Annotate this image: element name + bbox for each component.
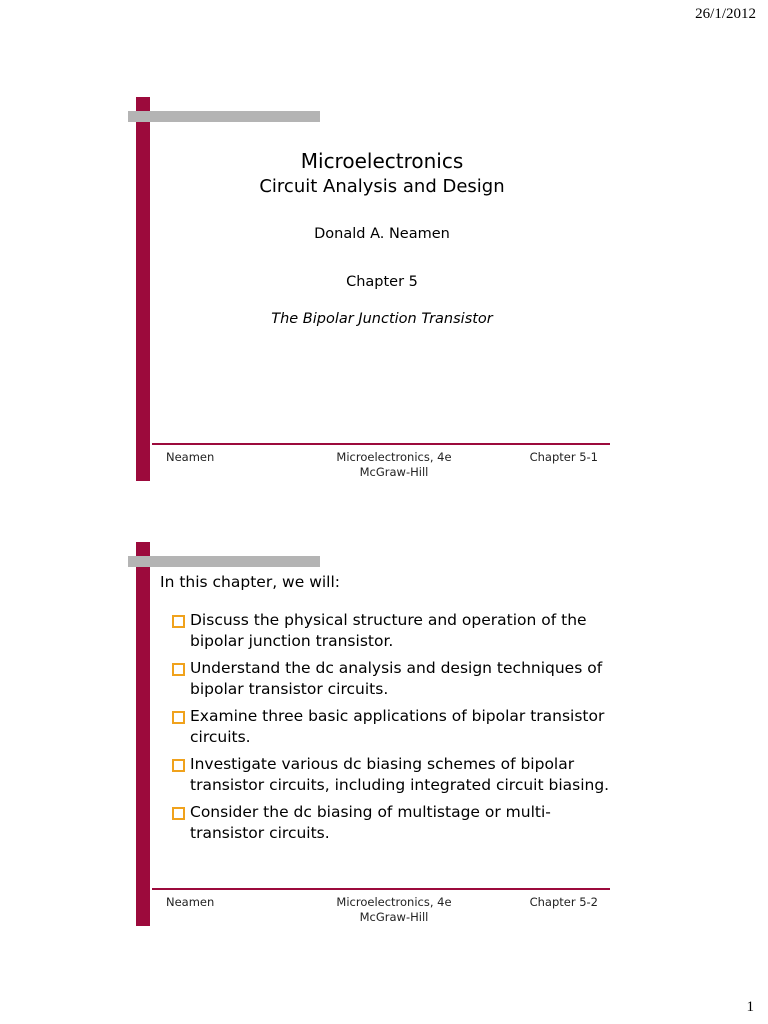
footer-rule (152, 443, 610, 445)
footer-author: Neamen (166, 450, 215, 464)
list-item (172, 658, 612, 700)
book-subtitle: Circuit Analysis and Design (259, 176, 505, 197)
chapter-number: Chapter 5 (346, 274, 418, 290)
footer-publisher: McGraw-Hill (359, 465, 429, 479)
chapter-title: The Bipolar Junction Transistor (271, 311, 493, 327)
list-item-text: Investigate various dc biasing schemes of bipolar transistor circuits, including integrated circuit biasing. (190, 755, 610, 794)
footer-slide-id: Chapter 5-1 (529, 450, 598, 464)
footer-book-title: Microelectronics, 4e (336, 450, 452, 464)
footer-book (324, 450, 464, 480)
checkbox-bullet-icon (172, 807, 185, 820)
footer-publisher: McGraw-Hill (359, 910, 429, 924)
footer-book-title: Microelectronics, 4e (336, 895, 452, 909)
page-number: 1 (746, 999, 754, 1015)
author-name: Donald A. Neamen (314, 226, 450, 242)
slide-gray-bar (128, 556, 320, 567)
list-item-text: Examine three basic applications of bipolar transistor circuits. (190, 707, 605, 746)
footer-author: Neamen (166, 895, 215, 909)
checkbox-bullet-icon (172, 615, 185, 628)
objectives-list (172, 610, 612, 850)
slide-2 (128, 542, 612, 926)
footer-slide-id: Chapter 5-2 (529, 895, 598, 909)
slide-1 (128, 97, 612, 481)
list-item (172, 802, 612, 844)
list-item (172, 754, 612, 796)
checkbox-bullet-icon (172, 711, 185, 724)
footer-book (324, 895, 464, 925)
list-item-text: Discuss the physical structure and operation of the bipolar junction transistor. (190, 611, 587, 650)
print-date: 26/1/2012 (695, 6, 756, 22)
book-title: Microelectronics (300, 149, 464, 173)
checkbox-bullet-icon (172, 663, 185, 676)
list-item-text: Consider the dc biasing of multistage or multi-transistor circuits. (190, 803, 551, 842)
list-item-text: Understand the dc analysis and design techniques of bipolar transistor circuits. (190, 659, 603, 698)
slide-accent-bar (136, 97, 150, 481)
list-item (172, 610, 612, 652)
slide-heading: In this chapter, we will: (160, 573, 341, 591)
list-item (172, 706, 612, 748)
checkbox-bullet-icon (172, 759, 185, 772)
slide-accent-bar (136, 542, 150, 926)
footer-rule (152, 888, 610, 890)
slide-gray-bar (128, 111, 320, 122)
